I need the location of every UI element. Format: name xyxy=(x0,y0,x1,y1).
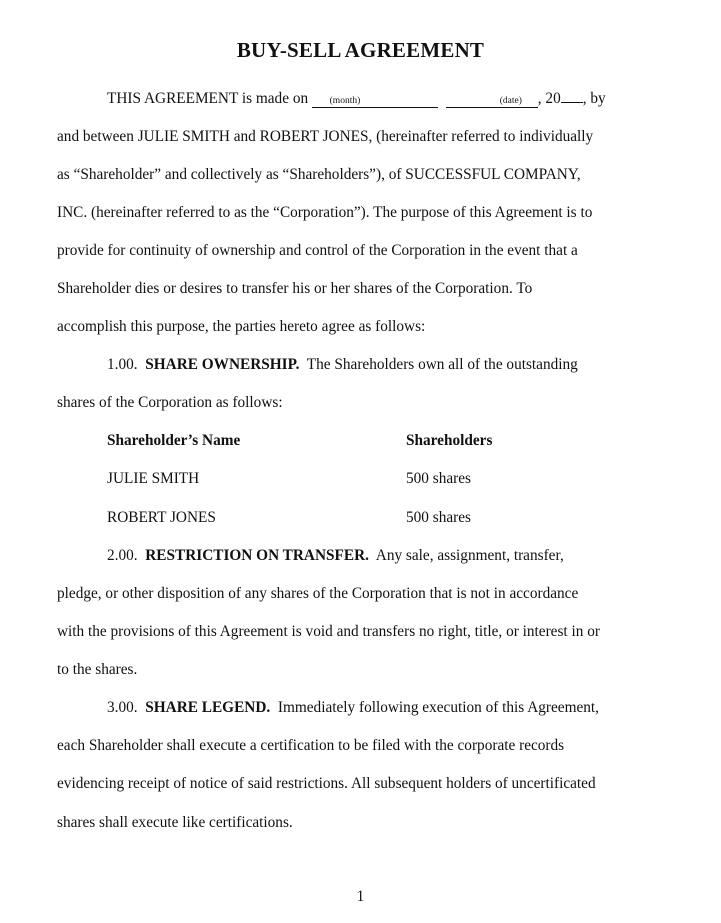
section-2-line: pledge, or other disposition of any shares of the Corporation that is not in accordance xyxy=(57,585,579,602)
intro-line: accomplish this purpose, the parties hereto agree as follows: xyxy=(57,318,426,335)
section-2-line: with the provisions of this Agreement is void and transfers no right, title, or interest in or xyxy=(57,623,600,640)
intro-first-line xyxy=(107,89,606,109)
section-3-text: Immediately following execution of this Agreement, xyxy=(277,699,600,716)
month-label: (month) xyxy=(329,96,361,106)
section-1-line: shares of the Corporation as follows: xyxy=(57,394,283,411)
section-3-line: evidencing receipt of notice of said restrictions. All subsequent holders of uncertificated xyxy=(57,775,596,792)
intro-prefix: THIS AGREEMENT is made on xyxy=(107,90,309,107)
year-prefix: , 20 xyxy=(537,90,561,107)
section-1-text: The Shareholders own all of the outstanding xyxy=(306,356,578,373)
table-cell-name: ROBERT JONES xyxy=(107,509,216,526)
intro-line: and between JULIE SMITH and ROBERT JONES, (hereinafter referred to individually xyxy=(57,128,594,145)
section-2-heading: RESTRICTION ON TRANSFER. xyxy=(145,547,369,564)
month-blank xyxy=(312,95,438,108)
section-2-number: 2.00. xyxy=(107,547,138,564)
year-blank xyxy=(561,102,583,103)
section-1-heading: SHARE OWNERSHIP. xyxy=(145,356,300,373)
section-2-first-line xyxy=(107,546,564,566)
date-label: (date) xyxy=(499,96,522,106)
table-cell-name: JULIE SMITH xyxy=(107,470,200,487)
section-3-line: shares shall execute like certifications. xyxy=(57,814,293,831)
section-3-line: each Shareholder shall execute a certification to be filed with the corporate records xyxy=(57,737,565,754)
intro-line: provide for continuity of ownership and control of the Corporation in the event that a xyxy=(57,242,578,259)
section-2-line: to the shares. xyxy=(57,661,138,678)
section-3-number: 3.00. xyxy=(107,699,138,716)
table-header-name: Shareholder’s Name xyxy=(107,432,241,449)
page-number: 1 xyxy=(356,888,365,905)
intro-line: as “Shareholder” and collectively as “Shareholders”), of SUCCESSFUL COMPANY, xyxy=(57,166,581,183)
date-blank xyxy=(446,95,538,108)
table-header-shares: Shareholders xyxy=(406,432,493,449)
intro-line: INC. (hereinafter referred to as the “Corporation”). The purpose of this Agreement is to xyxy=(57,204,593,221)
intro-line: Shareholder dies or desires to transfer his or her shares of the Corporation. To xyxy=(57,280,533,297)
document-title: BUY-SELL AGREEMENT xyxy=(236,38,485,62)
section-2-text: Any sale, assignment, transfer, xyxy=(375,547,564,564)
section-1-number: 1.00. xyxy=(107,356,138,373)
section-3-heading: SHARE LEGEND. xyxy=(145,699,271,716)
intro-suffix: , by xyxy=(582,90,606,107)
section-3-first-line xyxy=(107,698,599,718)
section-1-first-line xyxy=(107,355,578,375)
table-cell-shares: 500 shares xyxy=(406,470,471,487)
table-cell-shares: 500 shares xyxy=(406,509,471,526)
